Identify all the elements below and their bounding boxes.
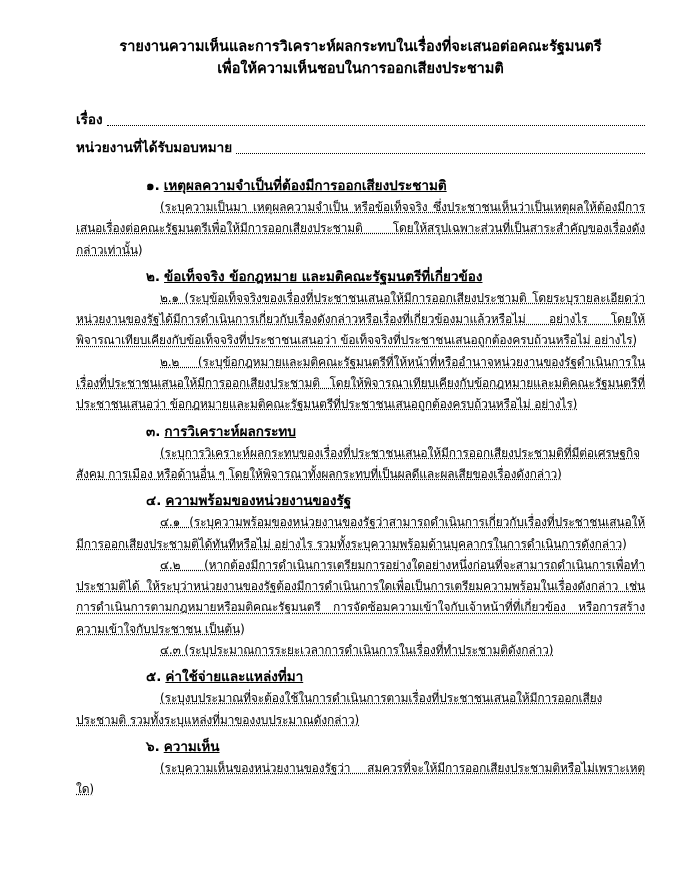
document-title-line2: เพื่อให้ความเห็นชอบในการออกเสียงประชามติ	[217, 61, 504, 77]
section-6-para-1: (ระบุความเห็นของหน่วยงานของรัฐว่า สมควรที่จะให้มีการออกเสียงประชามติหรือไม่เพราะเหตุใด)	[76, 760, 645, 797]
section-5-number: ๕.	[146, 669, 162, 686]
section-3-heading	[76, 422, 645, 443]
section-2-para-2: ๒.๒ (ระบุข้อกฎหมายและมติคณะรัฐมนตรีที่ให้หน้าที่หรืออำนาจหน่วยงานของรัฐดำเนินการในเรื่องที่ประชาชนเสนอให้มีการออกเสียงประชามติ โดยให้พิจารณาเทียบเคียงกับข้อกฎหมายและมติคณะรัฐมนตรีที่ประชาชนเสนอว่า ข้อกฎหมายและมติคณะรัฐมนตรีที่ประชาชนเสนอถูกต้องครบถ้วนหรือไม่ อย่างไร)	[76, 354, 645, 412]
section-4-heading	[76, 491, 645, 512]
section-6-number: ๖.	[146, 738, 160, 755]
agency-label: หน่วยงานที่ได้รับมอบหมาย	[76, 140, 233, 156]
subject-dotted-line[interactable]	[107, 111, 645, 126]
section-3-title: การวิเคราะห์ผลกระทบ	[164, 423, 296, 440]
section-5-heading	[76, 667, 645, 688]
document-page	[0, 36, 697, 889]
section-5-title: ค่าใช้จ่ายและแหล่งที่มา	[165, 669, 304, 686]
section-3-number: ๓.	[146, 423, 161, 440]
section-1-heading	[76, 176, 645, 197]
document-title-line1: รายงานความเห็นและการวิเคราะห์ผลกระทบในเรื่องที่จะเสนอต่อคณะรัฐมนตรี	[119, 39, 602, 55]
section-2-number: ๒.	[146, 268, 161, 285]
section-6-title: ความเห็น	[163, 738, 220, 755]
section-6-heading	[76, 737, 645, 758]
section-4-para-3: ๔.๓ (ระบุประมาณการระยะเวลาการดำเนินการในเรื่องที่ทำประชามติดังกล่าว)	[160, 643, 554, 658]
section-4-para-1: ๔.๑ (ระบุความพร้อมของหน่วยงานของรัฐว่าสามารถดำเนินการเกี่ยวกับเรื่องที่ประชาชนเสนอให้มีการออกเสียงประชามติได้ทันทีหรือไม่ อย่างไร รวมทั้งระบุความพร้อมด้านบุคลากรในการดำเนินการดังกล่าว)	[76, 515, 645, 551]
section-2-heading	[76, 267, 645, 288]
section-2-para-1: ๒.๑ (ระบุข้อเท็จจริงของเรื่องที่ประชาชนเสนอให้มีการออกเสียงประชามติ โดยระบุรายละเอียดว่าหน่วยงานของรัฐได้มีการดำเนินการเกี่ยวกับเรื่องดังกล่าวหรือเรื่องที่เกี่ยวข้องมาแล้วหรือไม่ อย่างไร โดยให้พิจารณาเทียบเคียงกับข้อเท็จจริงที่ประชาชนเสนอว่า ข้อเท็จจริงที่ประชาชนเสนอถูกต้องครบถ้วนหรือไม่ อย่างไร)	[76, 290, 645, 348]
agency-dotted-line[interactable]	[236, 139, 645, 154]
section-5-para-1: (ระบุงบประมาณที่จะต้องใช้ในการดำเนินการตามเรื่องที่ประชาชนเสนอให้มีการออกเสียงประชามติ รวมทั้งระบุแหล่งที่มาของงบประมาณดังกล่าว)	[76, 691, 603, 727]
section-2-title: ข้อเท็จจริง ข้อกฎหมาย และมติคณะรัฐมนตรีที่เกี่ยวข้อง	[164, 268, 483, 285]
section-4-title: ความพร้อมของหน่วยงานของรัฐ	[165, 493, 352, 510]
section-1-para-1: (ระบุความเป็นมา เหตุผลความจำเป็น หรือข้อเท็จจริง ซึ่งประชาชนเห็นว่าเป็นเหตุผลให้ต้องมีการเสนอเรื่องต่อคณะรัฐมนตรีเพื่อให้มีการออกเสียงประชามติ โดยให้สรุปเฉพาะส่วนที่เป็นสาระสำคัญของเรื่องดังกล่าวเท่านั้น)	[76, 200, 645, 257]
agency-field	[76, 136, 645, 158]
section-3-para-1: (ระบุการวิเคราะห์ผลกระทบของเรื่องที่ประชาชนเสนอให้มีการออกเสียงประชามติที่มีต่อเศรษฐกิจ สังคม การเมือง หรือด้านอื่น ๆ โดยให้พิจารณาทั้งผลกระทบที่เป็นผลดีและผลเสียของเรื่องดังกล่าว)	[76, 445, 640, 481]
section-4-number: ๔.	[146, 493, 162, 510]
section-1-title: เหตุผลความจำเป็นที่ต้องมีการออกเสียงประชามติ	[163, 178, 447, 194]
subject-label: เรื่อง	[76, 112, 103, 128]
section-4-para-2: ๔.๒ (หากต้องมีการดำเนินการเตรียมการอย่างใดอย่างหนึ่งก่อนที่จะสามารถดำเนินการเพื่อทำประชามติได้ ให้ระบุว่าหน่วยงานของรัฐต้องมีการดำเนินการใดเพื่อเป็นการเตรียมความพร้อมในเรื่องดังกล่าว เช่น การดำเนินการตามกฎหมายหรือมติคณะรัฐมนตรี การจัดซ้อมความเข้าใจกับเจ้าหน้าที่ที่เกี่ยวข้อง หรือการสร้างความเข้าใจกับประชาชน เป็นต้น)	[76, 557, 645, 636]
section-1-number: ๑.	[146, 178, 160, 194]
subject-field	[76, 108, 645, 130]
